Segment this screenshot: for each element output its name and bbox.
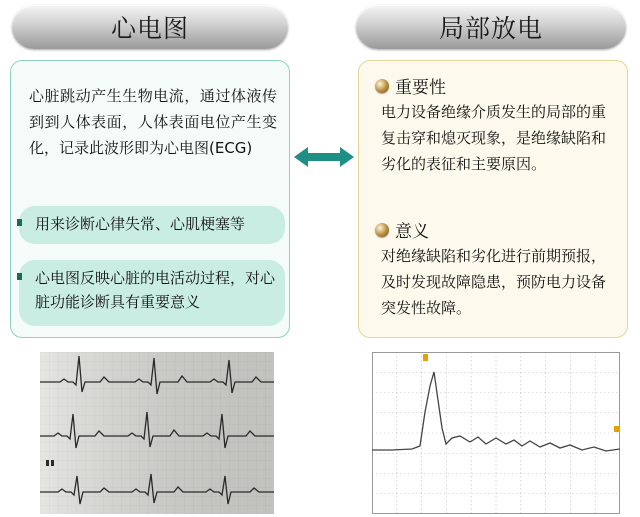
importance-heading [375, 73, 446, 98]
ecg-bullet-2 [19, 260, 285, 326]
importance-heading-text: 重要性 [395, 78, 446, 98]
significance-text: 对绝缘缺陷和劣化进行前期预报，及时发现故障隐患，预防电力设备突发性故障。 [381, 247, 607, 317]
left-title: 心电图 [110, 14, 189, 43]
square-bullet-icon [17, 273, 22, 280]
square-bullet-icon [17, 219, 22, 226]
significance-heading [375, 217, 429, 242]
pd-pulse-trace [372, 372, 620, 451]
ecg-bullet-2-text: 心电图反映心脏的电活动过程，对心脏功能诊断具有重要意义 [35, 269, 276, 311]
ecg-bullet-1 [19, 206, 285, 244]
ecg-description: 心脏跳动产生生物电流，通过体液传到到人体表面，人体表面电位产生变化，记录此波形即为心电图(ECG) [29, 87, 277, 157]
level-marker-icon [614, 426, 620, 432]
right-title: 局部放电 [438, 14, 543, 43]
importance-text: 电力设备绝缘介质发生的局部的重复击穿和熄灭现象，是绝缘缺陷和劣化的表征和主要原因。 [381, 103, 607, 173]
left-title-pill [12, 5, 288, 49]
pd-oscilloscope-waveform [372, 352, 620, 514]
golden-ball-icon [375, 223, 389, 237]
ecg-panel [10, 60, 290, 338]
pd-panel [358, 60, 628, 338]
right-title-pill [356, 5, 626, 49]
golden-ball-icon [375, 79, 389, 93]
trigger-marker-icon [423, 354, 428, 361]
significance-heading-text: 意义 [395, 222, 429, 242]
double-arrow-icon [294, 146, 354, 168]
ecg-strip-image [40, 352, 274, 514]
ecg-bullet-1-text: 用来诊断心律失常、心肌梗塞等 [35, 215, 246, 233]
